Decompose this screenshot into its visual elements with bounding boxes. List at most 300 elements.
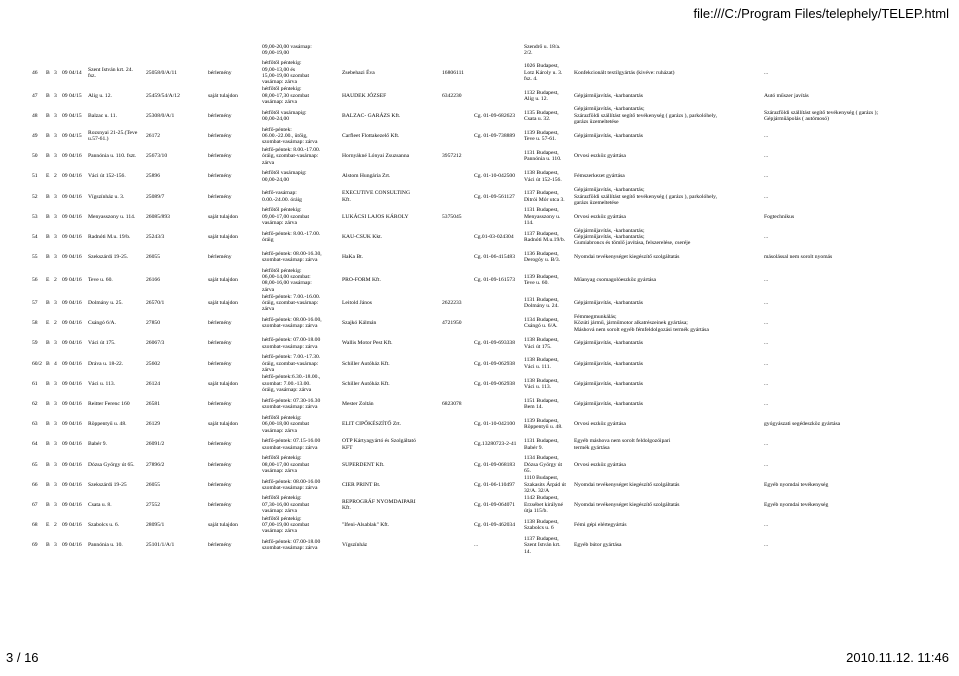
table-row bbox=[30, 167, 930, 187]
cell-operator-name: "Ifeni-Alsablak" Kft. bbox=[342, 522, 390, 529]
cell-date: 09 04/16 bbox=[62, 481, 82, 488]
cell-phone bbox=[440, 247, 472, 267]
cell-operator-name: Vígszínház bbox=[342, 542, 368, 549]
cell-ownership: bérlemény bbox=[208, 254, 232, 261]
cell-phone bbox=[440, 374, 472, 394]
table-row bbox=[30, 414, 930, 434]
cell-opening-hours: hétfő-péntek: 07.00-18.00 szombat-vasárnap: zárva bbox=[262, 539, 321, 552]
cell-phone bbox=[440, 187, 472, 207]
cell-date: 09 04/16 bbox=[62, 153, 82, 160]
cell-operator-name: EXECUTIVE CONSULTING Kft. bbox=[342, 190, 411, 203]
table-row bbox=[30, 475, 930, 495]
cell-registration: Cg. 01-09-693338 bbox=[474, 340, 516, 347]
cell-zone: B bbox=[46, 153, 50, 160]
cell-row-number: 65 bbox=[32, 461, 38, 468]
file-url: file:///C:/Program Files/telephely/TELEP.html bbox=[693, 6, 949, 21]
table-row bbox=[30, 227, 930, 247]
cell-date: 09 04/16 bbox=[62, 360, 82, 367]
cell-operator-address: 1139 Budapest, Teve u. 60. bbox=[524, 273, 559, 287]
cell-zone: B bbox=[46, 213, 50, 220]
cell-date: 09 04/16 bbox=[62, 441, 82, 448]
cell-zone: B bbox=[46, 380, 50, 387]
cell-activity: Gépjárműjavítás, -karbantartás bbox=[574, 133, 643, 140]
cell-registration: Cg. 01-09-682623 bbox=[474, 112, 516, 119]
page-number: 3 / 16 bbox=[6, 650, 39, 665]
cell-date: 09 04/15 bbox=[62, 133, 82, 140]
cell-ownership: bérlemény bbox=[208, 400, 232, 407]
cell-activity: Egyéb máshova nem sorolt feldolgozóipari termék gyártása bbox=[574, 438, 671, 451]
cell-activity: Orvosi eszköz gyártása bbox=[574, 461, 626, 468]
cell-address: Radnóti M.u. 19/b. bbox=[88, 234, 131, 241]
cell-date: 09 04/16 bbox=[62, 193, 82, 200]
cell-date: 09 04/16 bbox=[62, 421, 82, 428]
cell-row-number: 46 bbox=[32, 69, 38, 76]
cell-category: 3 bbox=[54, 501, 57, 508]
cell-zone: E bbox=[46, 173, 50, 180]
cell-opening-hours: hétfő-péntek: 8.00.-17.00. óráig, szombat-vasárnap: zárva bbox=[262, 146, 321, 166]
cell-registration bbox=[472, 60, 522, 86]
cell-ownership: saját tulajdon bbox=[208, 522, 238, 529]
cell-operator-name: PRO-FORM Kft. bbox=[342, 277, 381, 284]
cell-address: Szent István krt. 24. fsz. bbox=[88, 66, 133, 79]
cell-date: 09 04/16 bbox=[62, 213, 82, 220]
table-body bbox=[30, 40, 930, 556]
cell-operator-address: 1139 Budapest, Röppentyű u. 48. bbox=[524, 417, 563, 431]
cell-note bbox=[762, 40, 930, 60]
cell-operator-address: 1138 Budapest, Váci u. 113. bbox=[524, 377, 559, 390]
cell-parcel-number: 26129 bbox=[146, 421, 160, 428]
cell-zone: B bbox=[46, 461, 50, 468]
cell-parcel-number: 26581 bbox=[146, 400, 160, 407]
registry-table bbox=[30, 40, 930, 556]
cell-operator-address: 1136 Budapest, Derogóy u. B/3. bbox=[524, 251, 561, 264]
cell-operator-address: 1131 Budapest, Dolmány u. 24. bbox=[524, 296, 559, 310]
cell-address: Váci u. 113. bbox=[88, 380, 116, 387]
table-row bbox=[30, 515, 930, 535]
cell-ownership: saját tulajdon bbox=[208, 380, 238, 387]
cell-category: 3 bbox=[54, 69, 57, 76]
cell-activity: Egyéb bútor gyártása bbox=[574, 542, 622, 549]
cell-category: 3 bbox=[54, 400, 57, 407]
cell-activity: Gépjárműjavítás, -karbantartás bbox=[574, 380, 643, 387]
cell-note: ... bbox=[764, 522, 769, 529]
cell-parcel-number: 25896 bbox=[146, 173, 160, 180]
cell-note: ... bbox=[764, 400, 769, 407]
cell-opening-hours: hétfőtől péntekig: 08,00-17,30 szombat vasárnap: zárva bbox=[262, 86, 310, 106]
cell-zone bbox=[44, 40, 52, 60]
cell-date: 09 04/14 bbox=[62, 69, 82, 76]
cell-date: 09 04/16 bbox=[62, 300, 82, 307]
cell-activity: Gépjárműjavítás, -karbantartás; Szárazföldi szállítást segítő tevékenység ( garázs ), parkolóhely, garázs üzemeltetése bbox=[574, 187, 718, 207]
cell-note: ... bbox=[764, 461, 769, 468]
cell-operator-address: 1131 Budapest, Babér 9. bbox=[524, 438, 559, 451]
cell-activity: Nyomdai tevékenységet kiegészítő szolgáltatás bbox=[574, 254, 680, 261]
cell-operator-address: 1139 Budapest, Teve u. 57-61. bbox=[524, 129, 559, 143]
cell-address: Szekszárdi 19-25 bbox=[88, 481, 127, 488]
cell-category: 3 bbox=[54, 133, 57, 140]
cell-registration: Cg. 01-09-161573 bbox=[474, 277, 516, 284]
cell-date: 09 04/16 bbox=[62, 380, 82, 387]
cell-operator-name: Zsebehazi Éva bbox=[342, 69, 375, 76]
cell-phone bbox=[440, 227, 472, 247]
cell-row-number: 52 bbox=[32, 193, 38, 200]
cell-row-number: 68 bbox=[32, 522, 38, 529]
cell-category: 4 bbox=[54, 360, 57, 367]
cell-operator-address: 1142 Budapest, Erzsébet királyné útja 115/b. bbox=[524, 495, 563, 515]
cell-category: 3 bbox=[54, 542, 57, 549]
table-row bbox=[30, 354, 930, 374]
cell-operator-name: Szajkó Kálmán bbox=[342, 320, 377, 327]
cell-parcel-number: 26067/3 bbox=[146, 340, 165, 347]
cell-ownership: bérlemény bbox=[208, 481, 232, 488]
cell-note: másolással nem sorolt nyomás bbox=[764, 254, 833, 261]
cell-category: 2 bbox=[54, 173, 57, 180]
cell-opening-hours: hétfő-péntek: 07.15-16.00 szombat-vasárnap: zárva bbox=[262, 438, 321, 451]
cell-operator-name: Wallis Motor Pest Kft. bbox=[342, 340, 393, 347]
cell-zone: B bbox=[46, 421, 50, 428]
cell-opening-hours: hétfőtől péntekig: 09,00-13,00 és 15,00-19,00 szombat vasárnap: zárva bbox=[262, 60, 310, 86]
cell-phone bbox=[440, 414, 472, 434]
cell-phone: 5375045 bbox=[442, 213, 462, 220]
cell-phone: 4721950 bbox=[442, 320, 462, 327]
cell-ownership: saját tulajdon bbox=[208, 92, 238, 99]
cell-opening-hours: hétfő-péntek: 07.00-18.00 szombat-vasárnap: zárva bbox=[262, 337, 321, 350]
cell-activity bbox=[572, 40, 762, 60]
cell-parcel-number: 25089/7 bbox=[146, 193, 165, 200]
cell-row-number: 49 bbox=[32, 133, 38, 140]
cell-opening-hours: hétfő-péntek: 06.00.-22.00., ütőig, szombat-vasárnap: zárva bbox=[262, 126, 318, 146]
cell-ownership: saját tulajdon bbox=[208, 421, 238, 428]
cell-ownership: bérlemény bbox=[208, 340, 232, 347]
cell-operator-name: HaKa Bt. bbox=[342, 254, 364, 261]
cell-row-number: 61 bbox=[32, 380, 38, 387]
cell-row-number: 50 bbox=[32, 153, 38, 160]
cell-phone: 3957212 bbox=[442, 153, 462, 160]
cell-activity: Fémi gépi elértegyártás bbox=[574, 522, 627, 529]
cell-date: 09 04/16 bbox=[62, 277, 82, 284]
cell-operator-address: 1138 Budapest, Váci út 175. bbox=[524, 337, 559, 350]
cell-category: 2 bbox=[54, 320, 57, 327]
table-row bbox=[30, 495, 930, 515]
cell-registration bbox=[472, 86, 522, 106]
cell-note: ... bbox=[764, 153, 769, 160]
cell-opening-hours: hétfő-péntek: 08.00-16.00 szombat-vasárnap: zárva bbox=[262, 478, 321, 491]
cell-address: Csata u. 8. bbox=[88, 501, 112, 508]
cell-registration bbox=[472, 293, 522, 313]
cell-phone bbox=[440, 354, 472, 374]
cell-ownership: bérlemény bbox=[208, 320, 232, 327]
table-row bbox=[30, 146, 930, 166]
cell-registration: Cg. 01-09-462034 bbox=[474, 522, 516, 529]
cell-note: Egyéb nyomdai tevékenység bbox=[764, 501, 829, 508]
cell-category: 3 bbox=[54, 234, 57, 241]
cell-zone: B bbox=[46, 234, 50, 241]
cell-registration: Cg. 01-10-042500 bbox=[474, 173, 516, 180]
cell-zone: B bbox=[46, 193, 50, 200]
page-footer bbox=[0, 646, 959, 676]
cell-row-number: 64 bbox=[32, 441, 38, 448]
cell-parcel-number: 27850 bbox=[146, 320, 160, 327]
table-row bbox=[30, 293, 930, 313]
cell-operator-name: KAU-CSUK Kkt. bbox=[342, 234, 383, 241]
table-row bbox=[30, 535, 930, 555]
cell-opening-hours: hétfőtől péntekig: 09,00-17,00 szombat vasárnap: zárva bbox=[262, 207, 310, 227]
cell-activity: Gépjárműjavítás, -karbantartás bbox=[574, 340, 643, 347]
cell-phone bbox=[440, 495, 472, 515]
cell-phone: 16806111 bbox=[442, 69, 464, 76]
cell-phone bbox=[440, 434, 472, 454]
cell-ownership: bérlemény bbox=[208, 501, 232, 508]
cell-operator-address: 1137 Budapest, Ditrói Mór utca 3. bbox=[524, 190, 565, 203]
cell-phone bbox=[440, 268, 472, 294]
cell-operator-name: BALZAC- GARÁZS Kft. bbox=[342, 112, 401, 119]
cell-zone: E bbox=[46, 522, 50, 529]
cell-registration: Cg. 01-09-062938 bbox=[474, 380, 516, 387]
cell-opening-hours: hétfő-péntek: 8.00.-17.00. óráig bbox=[262, 230, 321, 244]
cell-opening-hours: hétfő-péntek: 08.00-16.30, szombat-vasárnap: zárva bbox=[262, 251, 322, 264]
cell-ownership bbox=[206, 40, 254, 60]
cell-registration: Cg. 01-09-738889 bbox=[474, 133, 516, 140]
cell-operator-name: CIER PRINT Bt. bbox=[342, 481, 381, 488]
cell-operator-address: 1138 Budapest, Váci út 152-156. bbox=[524, 170, 562, 183]
cell-opening-hours: hétfő-péntek: 7.00.-16.00. óráig, szombat-vasárnap: zárva bbox=[262, 293, 321, 313]
cell-date: 09 04/16 bbox=[62, 234, 82, 241]
cell-ownership: saját tulajdon bbox=[208, 234, 238, 241]
cell-activity: Konfekcionált textilgyártás (kivéve: ruházat) bbox=[574, 69, 675, 76]
cell-activity: Műanyag csomagolóeszköz gyártása bbox=[574, 277, 657, 284]
cell-phone: 2622233 bbox=[442, 300, 462, 307]
cell-category: 3 bbox=[54, 193, 57, 200]
table-row bbox=[30, 313, 930, 333]
cell-operator-address: 1138 Budapest, Szabolcs u. 6 bbox=[524, 518, 559, 532]
print-datetime: 2010.11.12. 11:46 bbox=[846, 650, 949, 665]
cell-opening-hours: hétfő-péntek: 07.30-16.30 szombat-vasárnap: zárva bbox=[262, 397, 321, 411]
cell-ownership: bérlemény bbox=[208, 360, 232, 367]
cell-category: 3 bbox=[54, 213, 57, 220]
cell-registration: Cg. 01-09-062938 bbox=[474, 360, 516, 367]
cell-address: Alig u. 12. bbox=[88, 92, 112, 99]
cell-phone bbox=[440, 106, 472, 126]
cell-operator-name: HAUDEK JÓZSEF bbox=[342, 92, 387, 99]
cell-date: 09 04/16 bbox=[62, 320, 82, 327]
cell-note: ... bbox=[764, 441, 769, 448]
cell-opening-hours: hétfő-péntek: 08.00-16.00, szombat-vasárnap: zárva bbox=[262, 317, 322, 330]
table-row bbox=[30, 106, 930, 126]
cell-address: Váci út 175. bbox=[88, 340, 116, 347]
cell-category: 3 bbox=[54, 153, 57, 160]
cell-address: Rozsnyai 21-25.(Teve u.57-61.) bbox=[88, 129, 138, 143]
cell-address: Szekszárdi 19-25. bbox=[88, 254, 129, 261]
cell-address: Balzac u. 11. bbox=[88, 112, 117, 119]
cell-parcel-number: 26166 bbox=[146, 277, 160, 284]
cell-opening-hours: hétfő-péntek: 7.00.-17.30. óráig, szombat-vasárnap: zárva bbox=[262, 354, 321, 373]
cell-address: Dolmány u. 25. bbox=[88, 300, 123, 307]
cell-parcel-number: 26085/893 bbox=[146, 213, 170, 220]
cell-parcel-number: 25673/10 bbox=[146, 153, 168, 160]
cell-note: gyógyászati segédeszköz gyártása bbox=[764, 421, 841, 428]
cell-registration bbox=[472, 313, 522, 333]
cell-phone bbox=[440, 455, 472, 475]
cell-note: ... bbox=[764, 69, 769, 76]
cell-note: Szárazföldi szállítást segítő tevékenység ( garázs ); Gépjárműápolás ( autómosó) bbox=[764, 109, 879, 123]
cell-operator-name: LUKÁCSI LAJOS KÁROLY bbox=[342, 213, 409, 220]
cell-zone: B bbox=[46, 254, 50, 261]
cell-parcel-number: 26172 bbox=[146, 133, 160, 140]
cell-operator-name: Carfleet Flottakezelő Kft. bbox=[342, 133, 400, 140]
cell-address: Babér 9. bbox=[88, 441, 107, 448]
document-page bbox=[30, 40, 950, 640]
cell-ownership: bérlemény bbox=[208, 153, 232, 160]
cell-row-number: 55 bbox=[32, 254, 38, 261]
cell-activity: Fémmegmunkálás; Közúti jármű, járműmotor alkatrészeinek gyártása; Máshová nem sorolt egyéb fémfeldolgozási termék gyártása bbox=[574, 313, 709, 333]
cell-phone bbox=[440, 334, 472, 354]
cell-parcel-number: 25602 bbox=[146, 360, 160, 367]
table-row bbox=[30, 268, 930, 294]
cell-category: 3 bbox=[54, 254, 57, 261]
cell-opening-hours: 09,00-20,00 vasárnap: 09,00-19,00 bbox=[262, 43, 312, 57]
cell-note: ... bbox=[764, 234, 769, 241]
cell-phone bbox=[440, 167, 472, 187]
table-row bbox=[30, 394, 930, 414]
cell-address bbox=[86, 40, 144, 60]
cell-note: ... bbox=[764, 193, 769, 200]
cell-date: 09 04/16 bbox=[62, 173, 82, 180]
cell-activity: Gépjárműjavítás, -karbantartás bbox=[574, 92, 643, 99]
cell-activity: Fémszerkezet gyártása bbox=[574, 173, 625, 180]
cell-row-number: 62 bbox=[32, 400, 38, 407]
cell-row-number: 66 bbox=[32, 481, 38, 488]
cell-parcel-number: 27552 bbox=[146, 501, 160, 508]
cell-row-number: 54 bbox=[32, 234, 38, 241]
cell-category: 3 bbox=[54, 112, 57, 119]
cell-date: 09 04/16 bbox=[62, 522, 82, 529]
cell-registration: Cg. 01-06-110497 bbox=[474, 481, 515, 488]
cell-registration: Cg. 01-09-561127 bbox=[474, 193, 515, 200]
cell-note: Fogtechnikus bbox=[764, 213, 795, 220]
cell-phone bbox=[440, 475, 472, 495]
cell-parcel-number: 25243/3 bbox=[146, 234, 165, 241]
cell-category: 3 bbox=[54, 380, 57, 387]
cell-note: ... bbox=[764, 133, 769, 140]
cell-date: 09 04/15 bbox=[62, 112, 82, 119]
cell-parcel-number: 28095/1 bbox=[146, 522, 165, 529]
cell-phone bbox=[440, 126, 472, 146]
page-header bbox=[0, 0, 959, 40]
cell-operator-address: 1137 Budapest, Radnóti M.u.19/b. bbox=[524, 230, 566, 244]
cell-parcel-number: 26055 bbox=[146, 481, 160, 488]
cell-row-number: 67 bbox=[32, 501, 38, 508]
cell-date bbox=[60, 40, 86, 60]
cell-opening-hours: hétfő-péntek:6.30.-18.00., szombat: 7.00.-13.00. óráig, vasárnap: zárva bbox=[262, 374, 321, 394]
table-row bbox=[30, 374, 930, 394]
cell-date: 09 04/16 bbox=[62, 501, 82, 508]
table-row bbox=[30, 86, 930, 106]
cell-phone bbox=[440, 40, 472, 60]
cell-date: 09 04/16 bbox=[62, 340, 82, 347]
cell-address: Váci út 152-156. bbox=[88, 173, 126, 180]
cell-parcel-number: 27896/2 bbox=[146, 461, 165, 468]
cell-operator-address: 1132 Budapest, Alig u. 12. bbox=[524, 89, 559, 102]
cell-note: ... bbox=[764, 277, 769, 284]
cell-operator-name: OTP Kártyagyártó és Szolgáltató KFT bbox=[342, 438, 416, 451]
cell-row-number: 56 bbox=[32, 277, 38, 284]
cell-address: Szabolcs u. 6. bbox=[88, 522, 120, 529]
cell-date: 09 04/15 bbox=[62, 92, 82, 99]
cell-zone: B bbox=[46, 92, 50, 99]
cell-address: Dráva u. 18-22. bbox=[88, 360, 124, 367]
cell-operator-address: 1134 Budapest, Dózsa György út 65. bbox=[524, 455, 563, 474]
cell-row-number: 59 bbox=[32, 340, 38, 347]
cell-category: 3 bbox=[54, 461, 57, 468]
cell-row-number: 48 bbox=[32, 112, 38, 119]
cell-activity: Orvosi eszköz gyártása bbox=[574, 153, 626, 160]
cell-ownership: bérlemény bbox=[208, 133, 232, 140]
cell-note: ... bbox=[764, 320, 769, 327]
cell-opening-hours: hétfőtől péntekig: 07,00-19,00 szombat vasárnap: zárva bbox=[262, 515, 310, 535]
cell-parcel-number: 26055 bbox=[146, 254, 160, 261]
cell-phone: 6823078 bbox=[442, 400, 462, 407]
cell-date: 09 04/16 bbox=[62, 254, 82, 261]
cell-registration bbox=[472, 40, 522, 60]
cell-parcel-number: 25101/1/A/1 bbox=[146, 542, 175, 549]
cell-category: 2 bbox=[54, 277, 57, 284]
cell-operator-address: 1134 Budapest, Csángó u. 6/A. bbox=[524, 317, 559, 330]
cell-note: ... bbox=[764, 360, 769, 367]
cell-address: Menyasszony u. 114. bbox=[88, 213, 136, 220]
cell-note: ... bbox=[764, 340, 769, 347]
cell-ownership: bérlemény bbox=[208, 69, 232, 76]
cell-registration: Cg.13280723-2-41 bbox=[474, 441, 517, 448]
table-row bbox=[30, 40, 930, 60]
cell-zone: B bbox=[46, 340, 50, 347]
cell-phone bbox=[440, 535, 472, 555]
cell-ownership: saját tulajdon bbox=[208, 213, 238, 220]
cell-parcel-number: 25308/0/A/1 bbox=[146, 112, 175, 119]
cell-activity: Gépjárműjavítás, -karbantartás bbox=[574, 300, 643, 307]
cell-opening-hours: hétfőtől péntekig: 06,00-14,00 szombat: 08,00-16,00 vasárnap: zárva bbox=[262, 267, 312, 293]
table-row bbox=[30, 434, 930, 454]
cell-operator-address: 1151 Budapest, Bem 14. bbox=[524, 397, 559, 411]
cell-zone: B bbox=[46, 300, 50, 307]
cell-phone bbox=[440, 515, 472, 535]
cell-zone: B bbox=[46, 441, 50, 448]
cell-zone: E bbox=[46, 277, 50, 284]
cell-address: Reitter Ferenc 160 bbox=[88, 400, 130, 407]
cell-date: 09 04/16 bbox=[62, 461, 82, 468]
cell-activity: Gépjárműjavítás, -karbantartás; Szárazföldi szállítást segítő tevékenység ( garázs ), parkolóhely, garázs üzemeltetése bbox=[574, 106, 718, 126]
cell-note: ... bbox=[764, 380, 769, 387]
cell-note: ... bbox=[764, 542, 769, 549]
cell-activity: Orvosi eszköz gyártása bbox=[574, 213, 626, 220]
cell-registration: ... bbox=[474, 542, 479, 549]
cell-registration: Cg. 01-10-042100 bbox=[474, 421, 516, 428]
cell-zone: B bbox=[46, 112, 50, 119]
table-row bbox=[30, 207, 930, 227]
cell-registration: Cg. 01-09-068183 bbox=[474, 461, 516, 468]
cell-row-number: 47 bbox=[32, 92, 38, 99]
cell-activity: Gépjárműjavítás, -karbantartás; Gépjárműjavítás, -karbantartás; Gumiabroncs és tömlő javítása, felszerelése, cseréje bbox=[574, 227, 691, 247]
cell-registration bbox=[472, 394, 522, 414]
cell-zone: B bbox=[46, 501, 50, 508]
cell-registration: Cg. 01-06-415483 bbox=[474, 254, 516, 261]
cell-date: 09 04/16 bbox=[62, 400, 82, 407]
cell-category: 2 bbox=[54, 522, 57, 529]
table-row bbox=[30, 455, 930, 475]
cell-ownership: bérlemény bbox=[208, 173, 232, 180]
cell-ownership: bérlemény bbox=[208, 461, 232, 468]
cell-address: Pannónia u. 10. bbox=[88, 542, 123, 549]
cell-category: 3 bbox=[54, 340, 57, 347]
